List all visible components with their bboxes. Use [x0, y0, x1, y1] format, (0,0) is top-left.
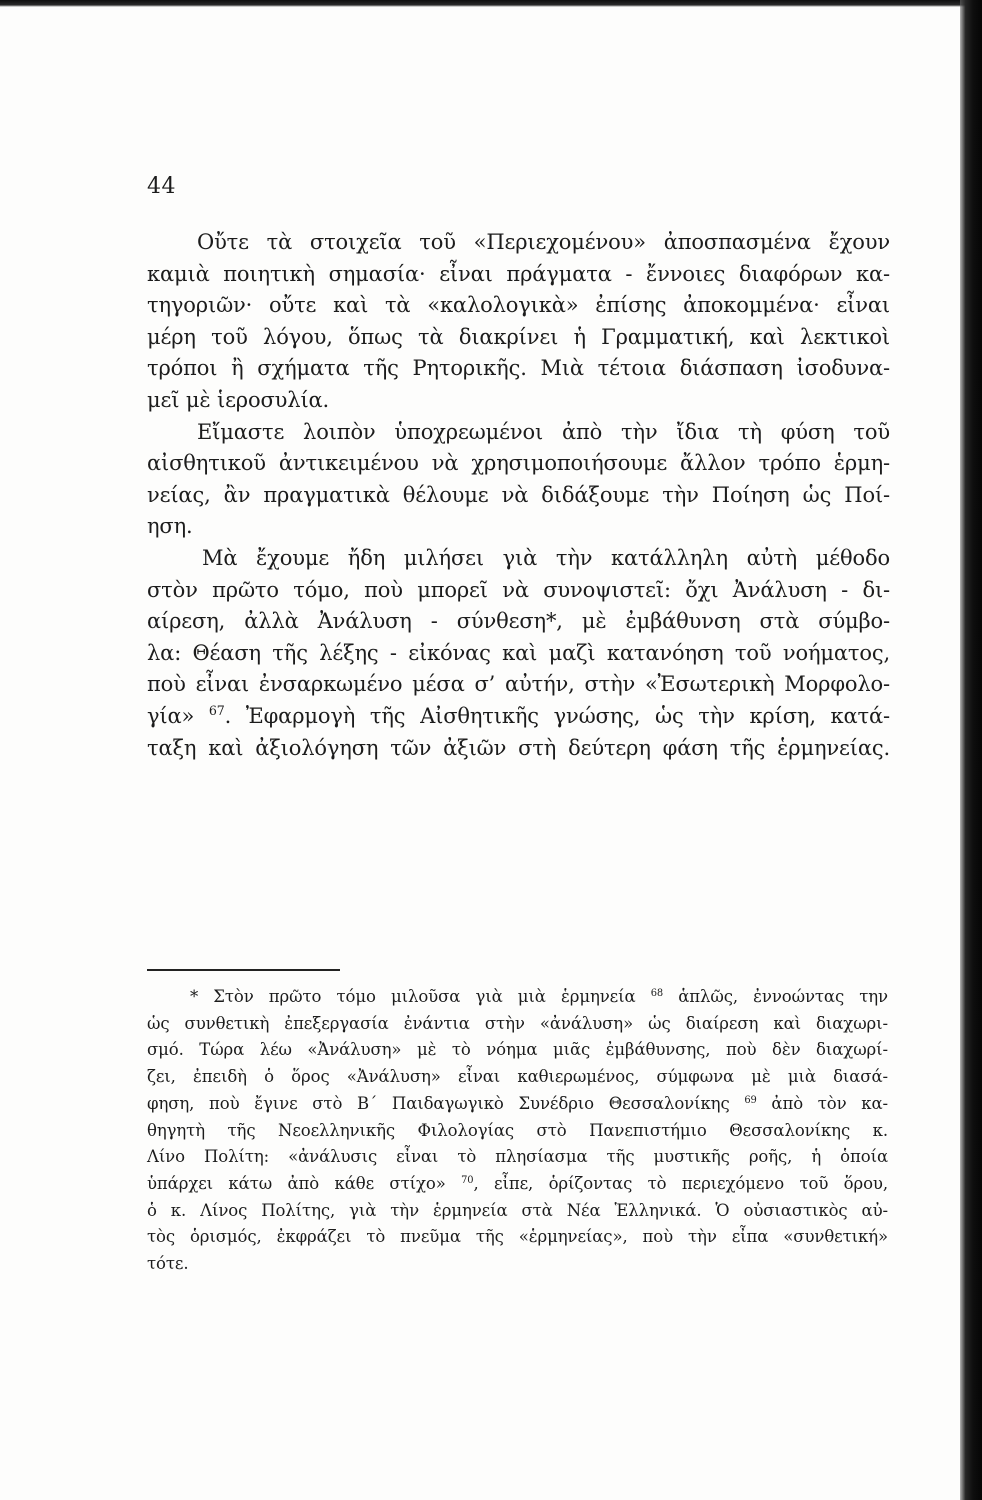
text-line: αἰσθητικοῦ ἀντικειμένου νὰ χρησιμοποιήσουμε ἄλλον τρόπο ἑρμη- [147, 451, 890, 476]
text-segment: φηση, ποὺ ἔγινε στὸ Β΄ Παιδαγωγικὸ Συνέδριο Θεσσαλονίκης [147, 1093, 745, 1113]
text-line [147, 701, 890, 733]
footnote-line: θηγητὴ τῆς Νεοελληνικῆς Φιλολογίας στὸ Πανεπιστήμιο Θεσσαλονίκης κ. [147, 1120, 888, 1140]
footnote-line: τότε. [147, 1254, 189, 1274]
footnote-separator [147, 969, 340, 971]
text-segment: γία» [147, 703, 209, 728]
text-line: στὸν πρῶτο τόμο, ποὺ μπορεῖ νὰ συνοψιστεῖ: ὄχι Ἀνάλυση - δι- [147, 577, 890, 602]
note-reference: 70 [461, 1174, 474, 1186]
footnote-line: ὁ κ. Λίνος Πολίτης, γιὰ τὴν ἑρμηνεία στὰ Νέα Ἑλληνικά. Ὁ οὐσιαστικὸς αὐ- [147, 1200, 888, 1220]
paragraph-2 [147, 417, 890, 543]
page-number: 44 [147, 174, 176, 199]
note-reference: 69 [744, 1094, 757, 1106]
text-segment: ἁπλῶς, ἐννοώντας την [663, 987, 888, 1006]
text-line: Εἴμαστε λοιπὸν ὑποχρεωμένοι ἀπὸ τὴν ἴδια τὴ φύση τοῦ [197, 419, 890, 444]
text-line: τρόποι ἢ σχήματα τῆς Ρητορικῆς. Μιὰ τέτοια διάσπαση ἰσοδυνα- [147, 356, 890, 381]
text-line: τηγοριῶν· οὔτε καὶ τὰ «καλολογικὰ» ἐπίσης ἀποκομμένα· εἶναι [147, 293, 890, 318]
scan-edge-right [960, 0, 982, 1500]
text-segment: * Στὸν πρῶτο τόμο μιλοῦσα γιὰ μιὰ ἑρμηνεία [190, 987, 651, 1006]
note-reference: 68 [650, 988, 664, 1000]
paragraph-1 [147, 227, 890, 417]
text-line: καμιὰ ποιητικὴ σημασία· εἶναι πράγματα - ἔννοιες διαφόρων κα- [147, 261, 890, 286]
text-segment: ἀπὸ τὸν κα- [756, 1093, 888, 1113]
text-line: Μὰ ἔχουμε ἤδη μιλήσει γιὰ τὴν κατάλληλη αὐτὴ μέθοδο [202, 545, 890, 570]
footnote-line [147, 1091, 888, 1118]
scan-edge-top [0, 0, 982, 7]
footnote-line [147, 984, 888, 1011]
footnote-line: ὡς συνθετικὴ ἐπεξεργασία ἐνάντια στὴν «ἀνάλυση» ὡς διαίρεση καὶ διαχωρι- [147, 1013, 888, 1033]
text-segment: ὑπάρχει κάτω ἀπὸ κάθε στίχο» [147, 1173, 462, 1193]
main-text [147, 227, 890, 764]
text-line: Οὔτε τὰ στοιχεῖα τοῦ «Περιεχομένου» ἀποσπασμένα ἔχουν [197, 230, 890, 254]
note-reference: 67 [208, 703, 225, 719]
text-segment: . Ἐφαρμογὴ τῆς Αἰσθητικῆς γνώσης, ὡς τὴν κρίση, κατά- [224, 703, 890, 728]
footnote-line: τὸς ὁρισμός, ἐκφράζει τὸ πνεῦμα τῆς «ἑρμηνείας», ποὺ τὴν εἶπα «συνθετική» [147, 1227, 888, 1247]
footnote [147, 984, 888, 1278]
footnote-line: Λίνο Πολίτη: «ἀνάλυσις εἶναι τὸ πλησίασμα τῆς μυστικῆς ροῆς, ἡ ὁποία [147, 1147, 888, 1167]
paragraph-3 [147, 543, 890, 764]
text-line: λα: Θέαση τῆς λέξης - εἰκόνας καὶ μαζὶ κατανόηση τοῦ νοήματος, [147, 640, 890, 665]
text-line: ηση. [147, 514, 193, 539]
text-line: ποὺ εἶναι ἐνσαρκωμένο μέσα σ’ αὐτήν, στὴν «Ἐσωτερικὴ Μορφολο- [147, 672, 890, 697]
footnote-line [147, 1171, 888, 1198]
text-line: μεῖ μὲ ἱεροσυλία. [147, 387, 330, 412]
text-line: ταξη καὶ ἀξιολόγηση τῶν ἀξιῶν στὴ δεύτερη φάση τῆς ἑρμηνείας. [147, 735, 890, 760]
footnote-line: σμό. Τώρα λέω «Ἀνάλυση» μὲ τὸ νόημα μιᾶς ἐμβάθυνσης, ποὺ δὲν διαχωρί- [147, 1040, 888, 1060]
footnote-line: ζει, ἐπειδὴ ὁ ὅρος «Ἀνάλυση» εἶναι καθιερωμένος, σύμφωνα μὲ μιὰ διασά- [147, 1067, 888, 1087]
text-line: μέρη τοῦ λόγου, ὅπως τὰ διακρίνει ἡ Γραμματική, καὶ λεκτικοὶ [147, 324, 890, 349]
text-line: αίρεση, ἀλλὰ Ἀνάλυση - σύνθεση*, μὲ ἐμβάθυνση στὰ σύμβο- [147, 609, 890, 634]
text-line: νείας, ἂν πραγματικὰ θέλουμε νὰ διδάξουμε τὴν Ποίηση ὡς Ποί- [147, 482, 890, 507]
text-segment: , εἶπε, ὁρίζοντας τὸ περιεχόμενο τοῦ ὅρου, [473, 1173, 889, 1193]
